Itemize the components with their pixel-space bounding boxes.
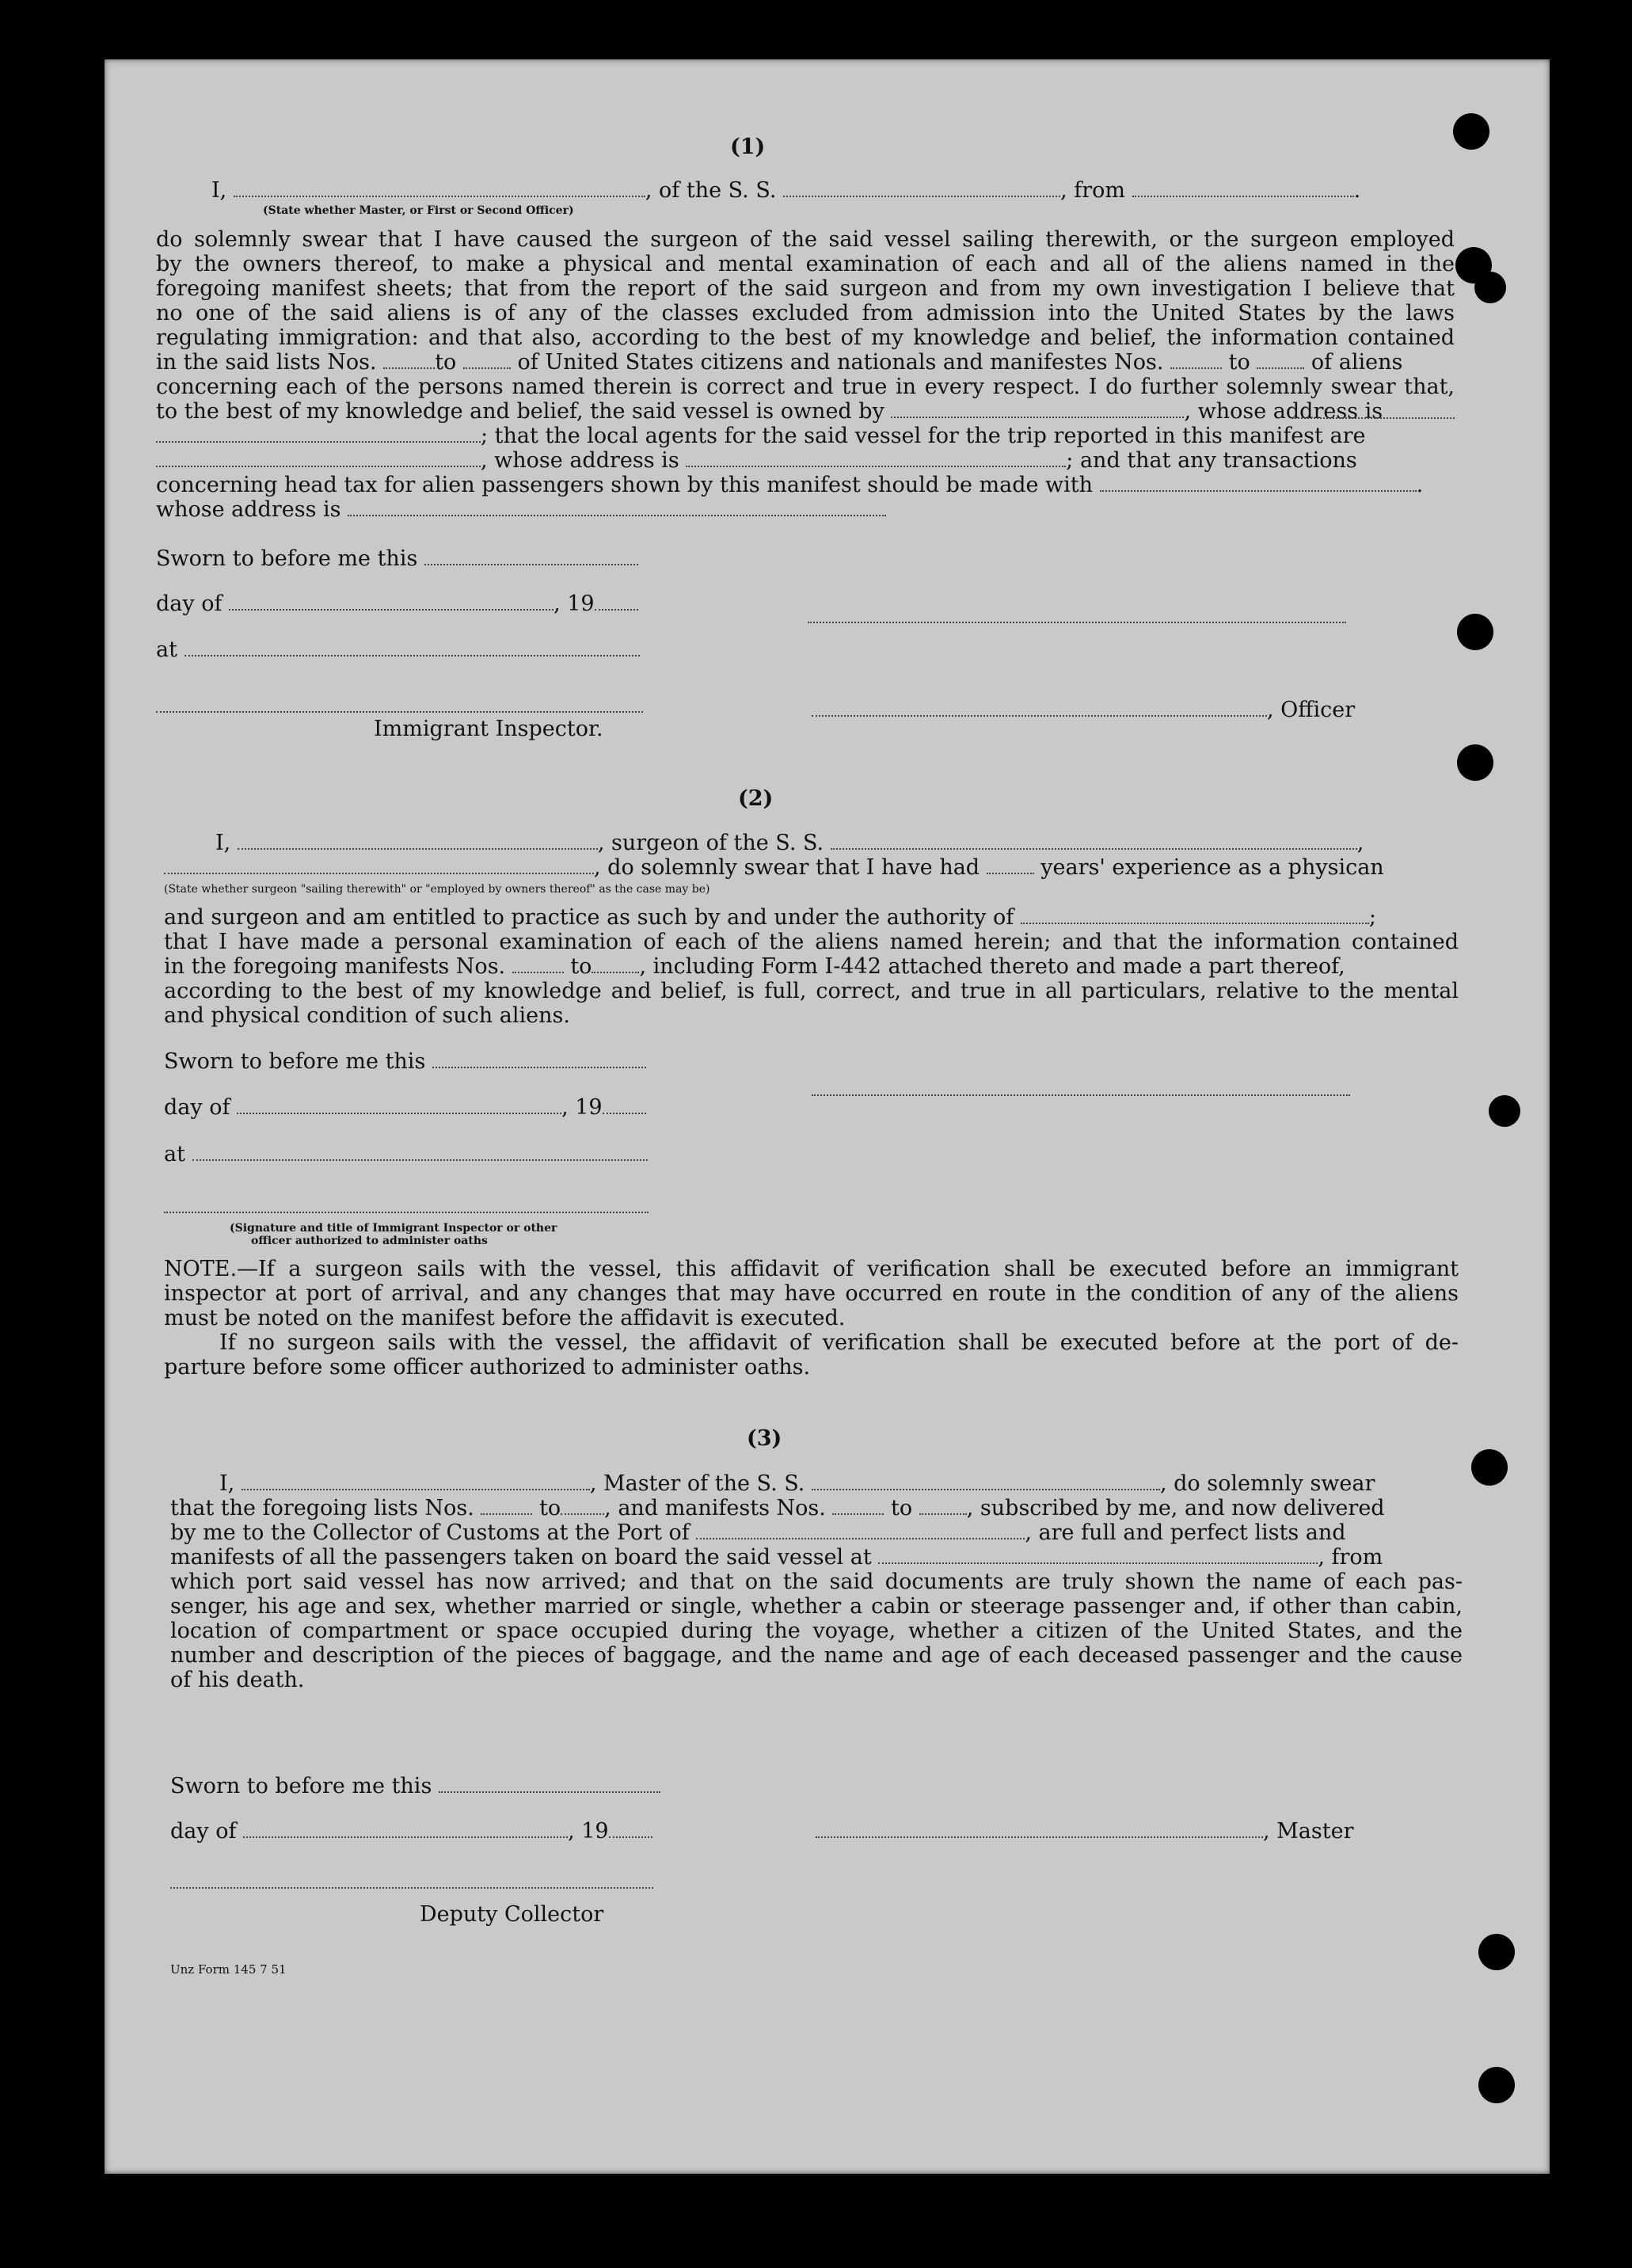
master-signature-field[interactable] [816, 1819, 1263, 1838]
body-line: that I have made a personal examination of each of the aliens named herein; and that the information contained [164, 930, 1459, 954]
deputy-signature-line[interactable] [170, 1887, 653, 1889]
manifests-line [164, 954, 1345, 979]
comma: , [1356, 831, 1364, 855]
years-field[interactable] [987, 855, 1034, 874]
body-line: senger, his age and sex, whether married or single, whether a cabin or steerage passenger and, if other than cabin, [170, 1594, 1463, 1619]
officer-name-field[interactable] [234, 178, 645, 197]
punch-hole [1457, 744, 1493, 781]
year-field[interactable] [609, 1819, 652, 1838]
note-line: NOTE.—If a surgeon sails with the vessel, this affidavit of verification shall be executed before an immigrant [164, 1257, 1459, 1281]
head-tax-party-field[interactable] [1100, 473, 1417, 492]
year-label: , 19 [561, 1095, 603, 1120]
i-prefix: I, [215, 831, 231, 855]
day-of-label: day of [164, 1095, 230, 1120]
body-line: concerning each of the persons named therein is correct and true in every respect. I do further solemnly swear that, [156, 375, 1455, 399]
signature-note: officer authorized to administer oaths [251, 1235, 488, 1247]
manifests-label: in the foregoing manifests Nos. [164, 954, 506, 979]
note-paragraph-1 [164, 1257, 1459, 1330]
lists-line [156, 350, 1402, 375]
note-paragraph-2 [164, 1330, 1459, 1379]
sworn-line [170, 1774, 660, 1798]
from-label: , from [1318, 1545, 1383, 1570]
lists-from-field[interactable] [481, 1496, 532, 1515]
section-1-body [156, 227, 1455, 350]
section-1-oath-line: I, , of the S. S. , from . [211, 178, 1361, 203]
semicolon: ; [1368, 905, 1376, 930]
agents-field[interactable] [156, 448, 481, 467]
body-line: location of compartment or space occupied during the voyage, whether a citizen of the United States, and the [170, 1619, 1463, 1643]
form-page [105, 59, 1550, 2174]
sworn-line [156, 546, 638, 571]
officer-label: , Officer [1267, 698, 1356, 722]
manifests-all-line [170, 1545, 1383, 1570]
authority-label: and surgeon and am entitled to practice as such by and under the authority of [164, 905, 1014, 930]
month-field[interactable] [237, 1095, 561, 1114]
note-line: must be noted on the manifest before the affidavit is executed. [164, 1306, 846, 1330]
immigrant-inspector-label: Immigrant Inspector. [374, 717, 603, 741]
note-line: parture before some officer authorized to administer oaths. [164, 1355, 811, 1379]
collector-label: by me to the Collector of Customs at the Port of [170, 1520, 690, 1545]
day-of-label: day of [156, 592, 223, 616]
owner-field[interactable] [891, 399, 1184, 418]
transactions-label: ; and that any transactions [1066, 448, 1357, 473]
year-label: , 19 [568, 1819, 609, 1844]
to-label: to [1228, 350, 1250, 375]
section-3-oath-line [219, 1471, 1375, 1496]
body-line: and physical condition of such aliens. [164, 1003, 570, 1028]
of-ss-label: , of the S. S. [645, 178, 777, 203]
agents-address-field[interactable] [686, 448, 1066, 467]
manifests-to-field[interactable] [919, 1496, 967, 1515]
sworn-label: Sworn to before me this [164, 1049, 426, 1074]
deputy-collector-label: Deputy Collector [420, 1902, 604, 1927]
whose-address-label: whose address is [156, 497, 341, 522]
i-prefix: I, [211, 178, 227, 203]
punch-hole [1478, 2067, 1515, 2103]
section-3-number: (3) [747, 1426, 782, 1451]
body-line: according to the best of my knowledge and belief, is full, correct, and true in all particulars, relative to the mental [164, 979, 1459, 1003]
vessel-name-field[interactable] [783, 178, 1060, 197]
manifests-to-field[interactable] [1257, 350, 1304, 369]
body-line: regulating immigration: and that also, according to the best of my knowledge and belief, the information contained [156, 325, 1455, 350]
sworn-day-field[interactable] [439, 1774, 660, 1793]
lists-line [170, 1496, 1385, 1520]
to-label: to [539, 1496, 561, 1520]
punch-hole [1478, 1934, 1515, 1970]
day-of-line [156, 592, 638, 616]
local-agents-line [156, 424, 1365, 448]
whose-address-line [156, 497, 886, 522]
from-port-field[interactable] [1132, 178, 1354, 197]
body-line: do solemnly swear that I have caused the surgeon of the said vessel sailing therewith, or the surgeon employed [156, 227, 1455, 252]
month-field[interactable] [243, 1819, 568, 1838]
authority-line [164, 905, 1376, 930]
to-label: to [435, 350, 457, 375]
punch-hole [1474, 272, 1506, 303]
at-place-field[interactable] [192, 1142, 648, 1161]
including-label: , including Form I-442 attached thereto and made a part thereof, [639, 954, 1345, 979]
master-of-label: , Master of the S. S. [589, 1471, 805, 1496]
day-of-line [164, 1095, 646, 1120]
note-line: If no surgeon sails with the vessel, the affidavit of verification shall be executed before at the port of de- [219, 1330, 1459, 1355]
whose-address-label: , whose address is [1184, 399, 1383, 424]
to-label: to [891, 1496, 913, 1520]
owner-address-cont-field[interactable] [156, 424, 481, 443]
at-label: at [164, 1142, 185, 1166]
manifests-all-label: manifests of all the passengers taken on board the said vessel at [170, 1545, 872, 1570]
section-2-oath-line [215, 831, 1364, 855]
year-label: , 19 [554, 592, 595, 616]
surgeon-signature-line[interactable] [812, 1094, 1350, 1096]
form-id: Unz Form 145 7 51 [170, 1962, 287, 1977]
body-line: no one of the said aliens is of any of the classes excluded from admission into the United States by the laws [156, 301, 1455, 325]
officer-signature-line[interactable] [808, 622, 1346, 623]
at-line [164, 1142, 648, 1166]
section-3-body [170, 1570, 1463, 1692]
body-line: which port said vessel has now arrived; and that on the said documents are truly shown the name of each pas- [170, 1570, 1463, 1594]
note-line: inspector at port of arrival, and any changes that may have occurred en route in the condition of any of the aliens [164, 1281, 1459, 1306]
officer-title-field[interactable] [812, 698, 1267, 717]
body-line: number and description of the pieces of baggage, and the name and age of each deceased passenger and the cause [170, 1643, 1463, 1668]
personal-line [164, 930, 1459, 954]
citizens-label: of United States citizens and nationals and manifestes Nos. [517, 350, 1164, 375]
sworn-label: Sworn to before me this [156, 546, 418, 571]
body-line: by the owners thereof, to make a physical and mental examination of each and all of the aliens named in the [156, 252, 1455, 276]
body-line: of his death. [170, 1668, 305, 1692]
year-field[interactable] [595, 592, 638, 611]
master-label: , Master [1263, 1819, 1354, 1844]
punch-hole [1489, 1095, 1520, 1127]
of-aliens-label: of aliens [1311, 350, 1403, 375]
full-lists-label: , are full and perfect lists and [1025, 1520, 1346, 1545]
master-name-field[interactable] [242, 1471, 590, 1490]
manifests-from-field[interactable] [512, 954, 564, 973]
lists-label: that the foregoing lists Nos. [170, 1496, 474, 1520]
head-tax-label: concerning head tax for alien passengers shown by this manifest should be made with [156, 473, 1094, 497]
surgeon-vessel-field[interactable] [831, 831, 1357, 850]
at-label: at [156, 637, 177, 662]
section-1-number: (1) [730, 135, 766, 159]
surgeon-of-label: , surgeon of the S. S. [597, 831, 824, 855]
subscribed-label: , subscribed by me, and now delivered [966, 1496, 1385, 1520]
punch-hole [1453, 113, 1489, 150]
master-note: (State whether Master, or First or Second Officer) [263, 204, 574, 217]
surgeon-name-field[interactable] [238, 831, 598, 850]
punch-hole [1471, 1449, 1508, 1486]
officer-line [812, 698, 1355, 722]
swear-label: , do solemnly swear [1159, 1471, 1375, 1496]
sworn-line [164, 1049, 646, 1074]
manifests-from-field[interactable] [1170, 350, 1222, 369]
local-agents-label: ; that the local agents for the said vessel for the trip reported in this manifest are [481, 424, 1366, 448]
body-line: foregoing manifest sheets; that from the report of the said surgeon and from my own investigation I believe that [156, 276, 1455, 301]
day-of-line [170, 1819, 652, 1844]
inspector-signature-line[interactable] [156, 711, 643, 713]
i-prefix: I, [219, 1471, 235, 1496]
swear-label: , do solemnly swear that I have had [594, 855, 980, 880]
sworn-day-field[interactable] [432, 1049, 646, 1068]
punch-hole [1457, 614, 1493, 650]
port-field[interactable] [696, 1520, 1025, 1539]
section-2-number: (2) [738, 786, 774, 811]
agents-address-line [156, 448, 1357, 473]
month-field[interactable] [229, 592, 554, 611]
section-2-body-end [164, 979, 1459, 1028]
whose-address-label: , whose address is [481, 448, 679, 473]
inspector-signature-line[interactable] [164, 1212, 649, 1213]
master-signature-line [816, 1819, 1354, 1844]
lists-to-field[interactable] [463, 350, 511, 369]
at-line [156, 637, 640, 662]
head-tax-address-field[interactable] [348, 497, 886, 516]
master-vessel-field[interactable] [812, 1471, 1160, 1490]
experience-line [164, 855, 1384, 880]
owner-address-field[interactable] [1292, 417, 1455, 419]
surgeon-note: (State whether surgeon "sailing therewith" or "employed by owners thereof" as the case may be) [164, 883, 710, 896]
collector-line [170, 1520, 1346, 1545]
from-label: , from [1060, 178, 1125, 203]
day-of-label: day of [170, 1819, 237, 1844]
manifests-to-field[interactable] [592, 954, 639, 973]
to-label: to [570, 954, 592, 979]
year-field[interactable] [603, 1095, 646, 1114]
owned-by-line [156, 399, 1383, 424]
owned-by-label: to the best of my knowledge and belief, the said vessel is owned by [156, 399, 884, 424]
authority-field[interactable] [1021, 905, 1369, 924]
at-place-field[interactable] [185, 637, 640, 656]
surgeon-status-field[interactable] [164, 855, 594, 874]
embark-port-field[interactable] [878, 1545, 1318, 1564]
sworn-label: Sworn to before me this [170, 1774, 432, 1798]
lists-from-field[interactable] [383, 350, 435, 369]
concerning-line [156, 375, 1455, 399]
lists-to-field[interactable] [561, 1496, 604, 1515]
manifests-label: , and manifests Nos. [604, 1496, 826, 1520]
lists-label: in the said lists Nos. [156, 350, 377, 375]
manifests-from-field[interactable] [832, 1496, 884, 1515]
years-label: years' experience as a physican [1040, 855, 1384, 880]
signature-note: (Signature and title of Immigrant Inspector or other [230, 1222, 557, 1235]
sworn-day-field[interactable] [424, 546, 638, 565]
head-tax-line: concerning head tax for alien passengers shown by this manifest should be made with . [156, 473, 1424, 497]
